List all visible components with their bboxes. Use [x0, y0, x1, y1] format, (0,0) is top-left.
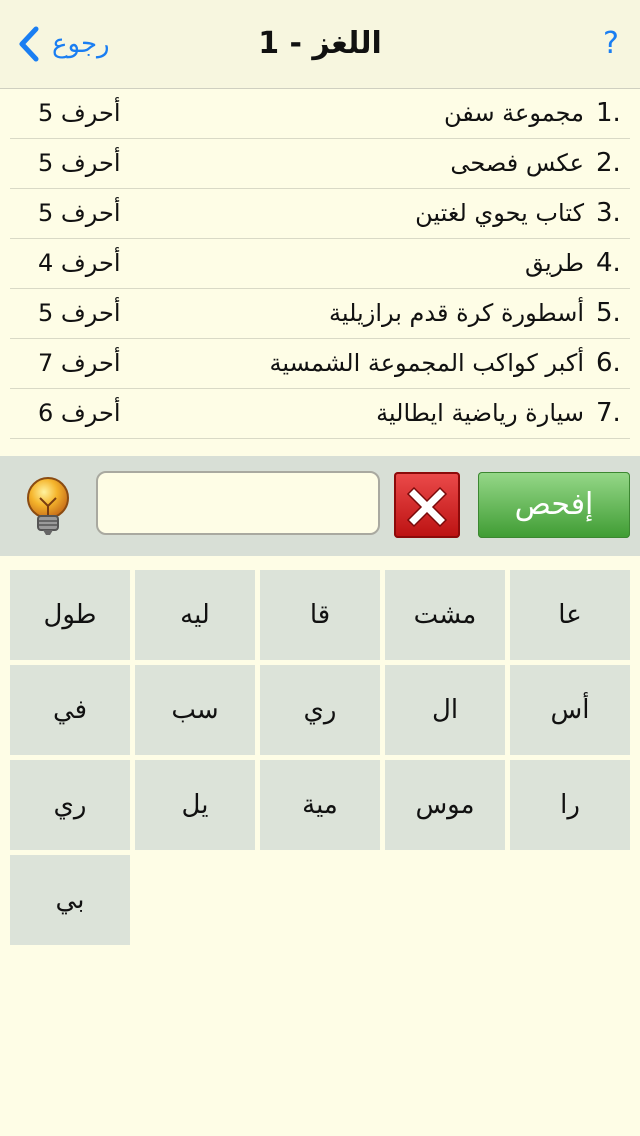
clue-row[interactable] — [10, 289, 630, 339]
syllable-tile[interactable]: مية — [260, 760, 380, 850]
navigation-bar — [0, 0, 640, 89]
clue-number: 7. — [596, 398, 621, 428]
check-button[interactable]: إفحص — [478, 472, 630, 538]
back-button[interactable] — [12, 20, 132, 68]
syllable-tile[interactable]: ليه — [135, 570, 255, 660]
clue-text: كتاب يحوي لغتين — [415, 199, 584, 227]
syllable-tile[interactable]: طول — [10, 570, 130, 660]
syllable-tile[interactable]: ري — [10, 760, 130, 850]
clue-text: سيارة رياضية ايطالية — [376, 399, 584, 427]
lightbulb-icon[interactable] — [20, 476, 76, 538]
help-button[interactable]: ? — [603, 26, 619, 61]
clue-row[interactable] — [10, 339, 630, 389]
syllable-tile[interactable]: موس — [385, 760, 505, 850]
syllable-tile[interactable]: ال — [385, 665, 505, 755]
clue-letter-count: 7 أحرف — [38, 349, 121, 377]
syllable-tile[interactable]: يل — [135, 760, 255, 850]
clue-letter-count: 4 أحرف — [38, 249, 121, 277]
back-label: رجوع — [52, 29, 110, 59]
clue-letter-count: 5 أحرف — [38, 199, 121, 227]
syllable-tile[interactable]: أس — [510, 665, 630, 755]
clue-number: 3. — [596, 198, 621, 228]
syllable-tile[interactable]: قا — [260, 570, 380, 660]
clue-row[interactable] — [10, 139, 630, 189]
clue-row[interactable] — [10, 189, 630, 239]
clue-list — [10, 89, 630, 439]
clue-number: 2. — [596, 148, 621, 178]
syllable-tile[interactable]: مشت — [385, 570, 505, 660]
clue-text: طريق — [524, 249, 584, 277]
answer-input[interactable] — [96, 471, 380, 535]
clue-row[interactable] — [10, 239, 630, 289]
x-icon — [394, 472, 460, 538]
clue-letter-count: 5 أحرف — [38, 149, 121, 177]
syllable-tile[interactable]: را — [510, 760, 630, 850]
clue-row[interactable] — [10, 89, 630, 139]
syllable-tile[interactable]: سب — [135, 665, 255, 755]
clue-number: 4. — [596, 248, 621, 278]
syllable-tile[interactable]: عا — [510, 570, 630, 660]
chevron-left-icon — [16, 26, 44, 62]
clue-text: عكس فصحى — [450, 149, 584, 177]
answer-bar — [0, 456, 640, 556]
syllable-tile[interactable]: ري — [260, 665, 380, 755]
clue-text: أسطورة كرة قدم برازيلية — [329, 299, 584, 327]
clue-number: 6. — [596, 348, 621, 378]
syllable-tile[interactable]: في — [10, 665, 130, 755]
clue-number: 1. — [596, 98, 621, 128]
clue-letter-count: 5 أحرف — [38, 99, 121, 127]
page-title: اللغز - 1 — [258, 26, 382, 61]
clue-text: أكبر كواكب المجموعة الشمسية — [269, 349, 584, 377]
clue-letter-count: 6 أحرف — [38, 399, 121, 427]
clue-row[interactable] — [10, 389, 630, 439]
clue-letter-count: 5 أحرف — [38, 299, 121, 327]
clear-button[interactable] — [394, 472, 460, 538]
clue-number: 5. — [596, 298, 621, 328]
syllable-tile[interactable]: بي — [10, 855, 130, 945]
clue-text: مجموعة سفن — [444, 99, 584, 127]
